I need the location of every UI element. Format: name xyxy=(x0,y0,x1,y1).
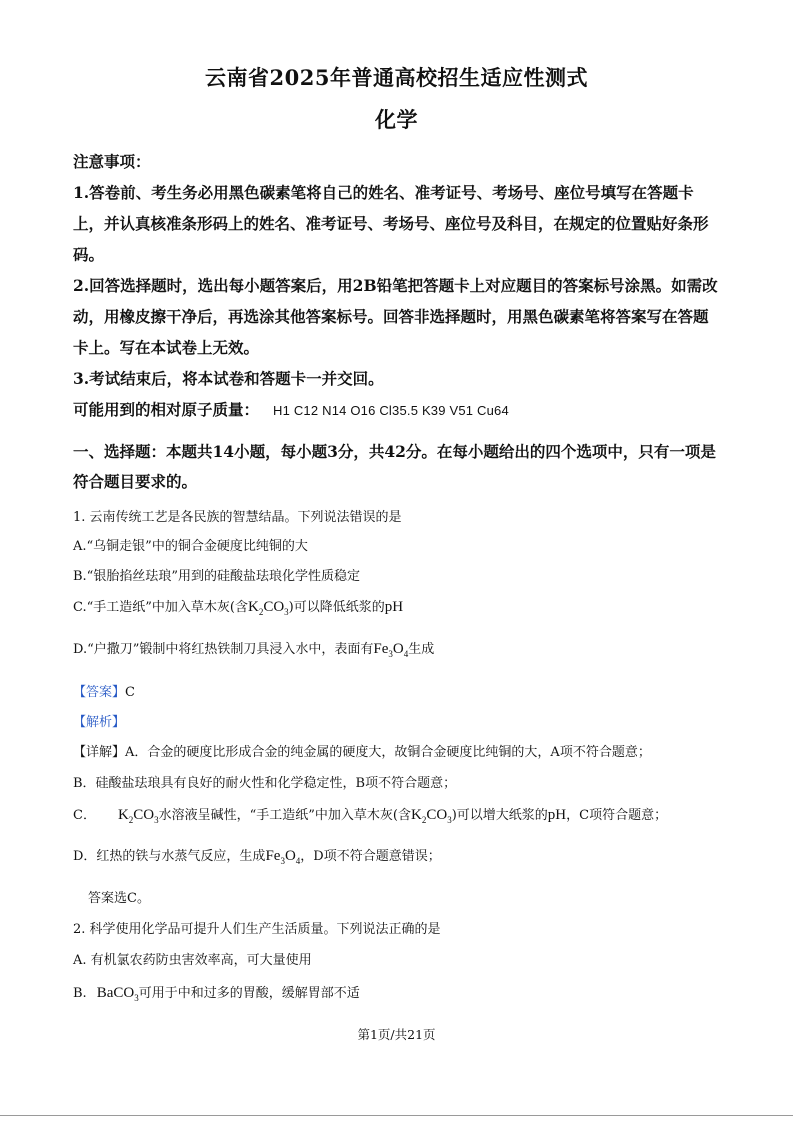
option-d-text-1: D.“户撒刀”锻制中将红热铁制刀具浸入水中，表面有 xyxy=(73,642,374,657)
analysis-label: 解析 xyxy=(86,715,113,730)
detail-a: A．合金的硬度比形成合金的纯金属的硬度大，故铜合金硬度比纯铜的大，A项不符合题意； xyxy=(125,745,651,760)
question-2-stem: 2. 科学使用化学品可提升人们生产生活质量。下列说法正确的是 xyxy=(73,922,441,937)
formula-k2co3: $K_2CO_3$ xyxy=(247,599,289,617)
question-1-option-a: A.“乌铜走银”中的铜合金硬度比纯铜的大 xyxy=(73,539,308,554)
atomic-mass-label: 可能用到的相对原子质量： xyxy=(73,400,260,419)
formula-k2co3-detail-2: $K_2CO_3$ xyxy=(411,807,452,825)
option-b-prefix: B. xyxy=(73,986,87,1001)
exam-title: 云南省2025年普通高校招生适应性测式 xyxy=(205,65,588,90)
answer-value: C xyxy=(125,685,135,700)
detail-label: 详解 xyxy=(86,745,113,760)
conclusion: 答案选C。 xyxy=(88,891,150,906)
question-1-option-b: B.“银胎掐丝珐琅”用到的硅酸盐珐琅化学性质稳定 xyxy=(73,569,360,584)
notice-item-3: 3.考试结束后，将本试卷和答题卡一并交回。 xyxy=(73,369,384,388)
formula-baco3: BaCO$_3$ xyxy=(96,985,139,1003)
formula-k2co3-detail: $K_2CO_3$ xyxy=(117,807,159,825)
question-2-option-b xyxy=(73,982,360,1003)
analysis-bracket-open: 【 xyxy=(73,715,87,730)
option-c-text-1: C.“手工造纸”中加入草木灰(含 xyxy=(73,600,248,615)
bottom-divider xyxy=(0,1115,793,1116)
notice-item-2: 2.回答选择题时，选出每小题答案后，用2B铅笔把答题卡上对应题目的答案标号涂黑。如需改动，用橡皮擦干净后，再选涂其他答案标号。回答非选择题时，用黑色碳素笔将答案写在答题卡上。写在本试卷上无效。 xyxy=(73,276,718,357)
detail-line-d xyxy=(73,845,441,866)
formula-fe3o4: $Fe_3O_4$ xyxy=(373,641,409,659)
question-1-stem: 1. 云南传统工艺是各民族的智慧结晶。下列说法错误的是 xyxy=(73,510,402,525)
formula-fe3o4-detail: $Fe_3O_4$ xyxy=(265,848,301,866)
question-1-option-c xyxy=(73,596,403,617)
detail-c-mid-2: )可以增大纸浆的 xyxy=(451,808,548,823)
question-2-option-a: A. 有机氯农药防虫害效率高，可大量使用 xyxy=(73,953,312,968)
option-b-suffix: 可用于中和过多的胃酸，缓解胃部不适 xyxy=(138,986,360,1001)
detail-bracket-open: 【 xyxy=(73,745,87,760)
detail-c-suffix: ，C项符合题意； xyxy=(566,808,668,823)
answer-line xyxy=(73,681,135,700)
answer-bracket-open: 【 xyxy=(73,685,87,700)
atomic-mass-line xyxy=(73,394,723,426)
detail-c-prefix: C． xyxy=(73,808,96,823)
formula-ph: pH xyxy=(384,599,404,615)
detail-d-suffix: ，D项不符合题意错误； xyxy=(300,849,441,864)
detail-d-prefix: D．红热的铁与水蒸气反应，生成 xyxy=(73,849,266,864)
detail-line-b: B．硅酸盐珐琅具有良好的耐火性和化学稳定性，B项不符合题意； xyxy=(73,776,457,791)
answer-bracket-close: 】 xyxy=(112,685,126,700)
analysis-bracket-close: 】 xyxy=(112,715,126,730)
notice-heading: 注意事项： xyxy=(73,152,151,171)
answer-label: 答案 xyxy=(86,685,113,700)
option-c-text-2: )可以降低纸浆的 xyxy=(288,600,385,615)
detail-c-mid: 水溶液呈碱性，“手工造纸”中加入草木灰(含 xyxy=(158,808,412,823)
page-footer: 第1页/共21页 xyxy=(357,1027,436,1042)
subject-title: 化学 xyxy=(375,107,418,132)
formula-ph-detail: pH xyxy=(547,807,567,823)
detail-line-a xyxy=(73,741,651,760)
detail-bracket-close: 】 xyxy=(112,745,126,760)
section-heading: 一、选择题：本题共14小题，每小题3分，共42分。在每小题给出的四个选项中，只有一项是符合题目要求的。 xyxy=(73,442,716,491)
question-1-option-d xyxy=(73,638,434,659)
analysis-line xyxy=(73,711,125,730)
notice-block xyxy=(73,146,723,426)
atomic-mass-values: H1 C12 N14 O16 Cl35.5 K39 V51 Cu64 xyxy=(273,403,509,418)
detail-line-c xyxy=(73,804,667,825)
option-d-text-2: 生成 xyxy=(408,642,435,657)
notice-item-1: 1.答卷前、考生务必用黑色碳素笔将自己的姓名、准考证号、考场号、座位号填写在答题卡上，并认真核准条形码上的姓名、准考证号、考场号、座位号及科目，在规定的位置贴好条形码。 xyxy=(73,183,709,264)
